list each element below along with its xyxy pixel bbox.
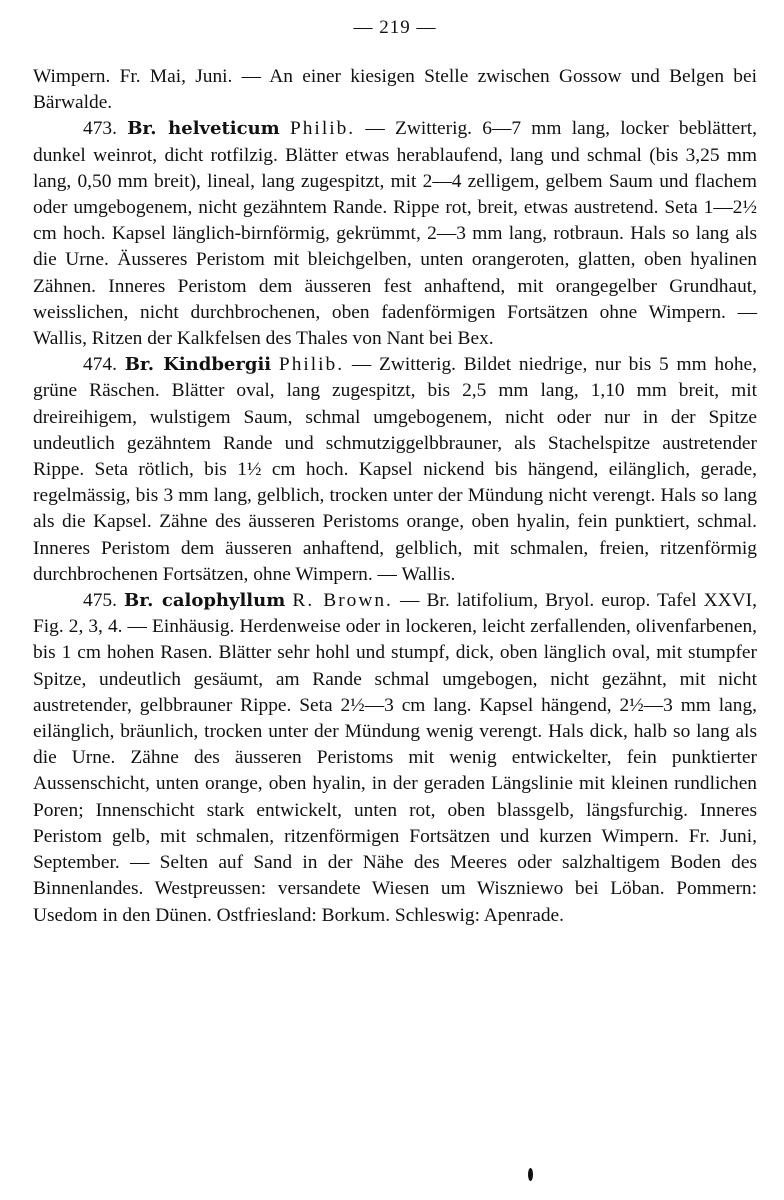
entry-text: — Zwitterig. Bildet niedrige, nur bis 5 mm hohe, grüne Räschen. Blätter oval, lang zugespitzt, bis 2,5 mm lang, 1,10 mm breit, mit dreireihigem, wulstigem Saum, schmal umgebogenem, nicht oder nur in der Spitze undeutlich gezähntem Rande und schmutziggelbbrauner, als Stachelspitze austretender Rippe. Seta rötlich, bis 1½ cm hoch. Kapsel nickend bis hängend, eilänglich, gerade, regelmässig, bis 3 mm lang, gelblich, trocken unter der Mündung nicht verengt. Hals so lang als die Kapsel. Zähne des äusseren Peristoms orange, oben hyalin, fein punktiert, schmal. Inneres Peristom dem äusseren anhaftend, gelblich, mit schmalen, freien, ritzenförmig durchbrochenen Fortsätzen, ohne Wimpern. — Wallis. xyxy=(33,354,757,585)
species-author: R. Brown. xyxy=(292,590,393,612)
species-author: Philib. xyxy=(289,118,356,140)
entry-474 xyxy=(33,352,757,588)
entry-continuation xyxy=(33,64,757,116)
entry-473 xyxy=(33,116,757,352)
entry-475 xyxy=(33,588,757,929)
species-author: Philib. xyxy=(278,354,345,376)
page-number: — 219 — xyxy=(353,17,437,38)
ink-blot-mark xyxy=(528,1168,533,1181)
entry-text: — Zwitterig. 6—7 mm lang, locker beblättert, dunkel weinrot, dicht rotfilzig. Blätter etwas herablaufend, lang und schmal (bis 3,25 mm lang, 0,50 mm breit), lineal, lang zugespitzt, mit 2—4 zelligem, gelbem Saum und flachem oder umgebogenem, nicht gezähntem Rande. Rippe rot, breit, etwas austretend. Seta 1—2½ cm hoch. Kapsel länglich-birnförmig, gekrümmt, 2—3 mm lang, rotbraun. Hals so lang als die Urne. Äusseres Peristom mit bleichgelben, unten orangeroten, glatten, oben hyalinen Zähnen. Inneres Peristom dem äusseren fest anhaftend, mit orangegelber Grundhaut, weisslichen, nicht durchbrochenen, oben fadenförmigen Fortsätzen ohne Wimpern. — Wallis, Ritzen der Kalkfelsen des Thales von Nant bei Bex. xyxy=(33,118,757,350)
entry-number: 473. xyxy=(83,118,117,140)
entry-number: 475. xyxy=(83,590,117,612)
species-name: Br. Kindbergii xyxy=(124,354,272,376)
species-name: Br. helveticum xyxy=(127,118,280,140)
book-page xyxy=(33,14,757,929)
species-name: Br. calophyllum xyxy=(124,590,286,612)
entry-text: Wimpern. Fr. Mai, Juni. — An einer kiesigen Stelle zwischen Gossow und Belgen bei Bärwalde. xyxy=(33,66,757,114)
entry-number: 474. xyxy=(83,354,117,376)
entry-text: — Br. latifolium, Bryol. europ. Tafel XXVI, Fig. 2, 3, 4. — Einhäusig. Herdenweise oder in lockeren, leicht zerfallenden, olivenfarbenen, bis 1 cm hohen Rasen. Blätter sehr hohl und stumpf, dick, oben länglich oval, mit stumpfer Spitze, undeutlich gesäumt, am Rande schmal umgebogen, nicht gezähnt, mit nicht austretender, gelbbrauner Rippe. Seta 2½—3 cm lang. Kapsel hängend, 2½—3 mm lang, eilänglich, bräunlich, trocken unter der Mündung wenig verengt. Hals dick, halb so lang als die Urne. Zähne des äusseren Peristoms mit wenig entwickelter, fein punktierter Aussenschicht, unten orange, oben hyalin, in der geraden Längslinie mit kleinen rundlichen Poren; Innenschicht stark entwickelt, unten rot, oben blassgelb, längsfurchig. Inneres Peristom gelb, mit schmalen, ritzenförmigen Fortsätzen und kurzen Wimpern. Fr. Juni, September. — Selten auf Sand in der Nähe des Meeres oder salzhaltigem Boden des Binnenlandes. Westpreussen: versandete Wiesen um Wiszniewo bei Löban. Pommern: Usedom in den Dünen. Ostfriesland: Borkum. Schleswig: Apenrade. xyxy=(33,590,757,926)
